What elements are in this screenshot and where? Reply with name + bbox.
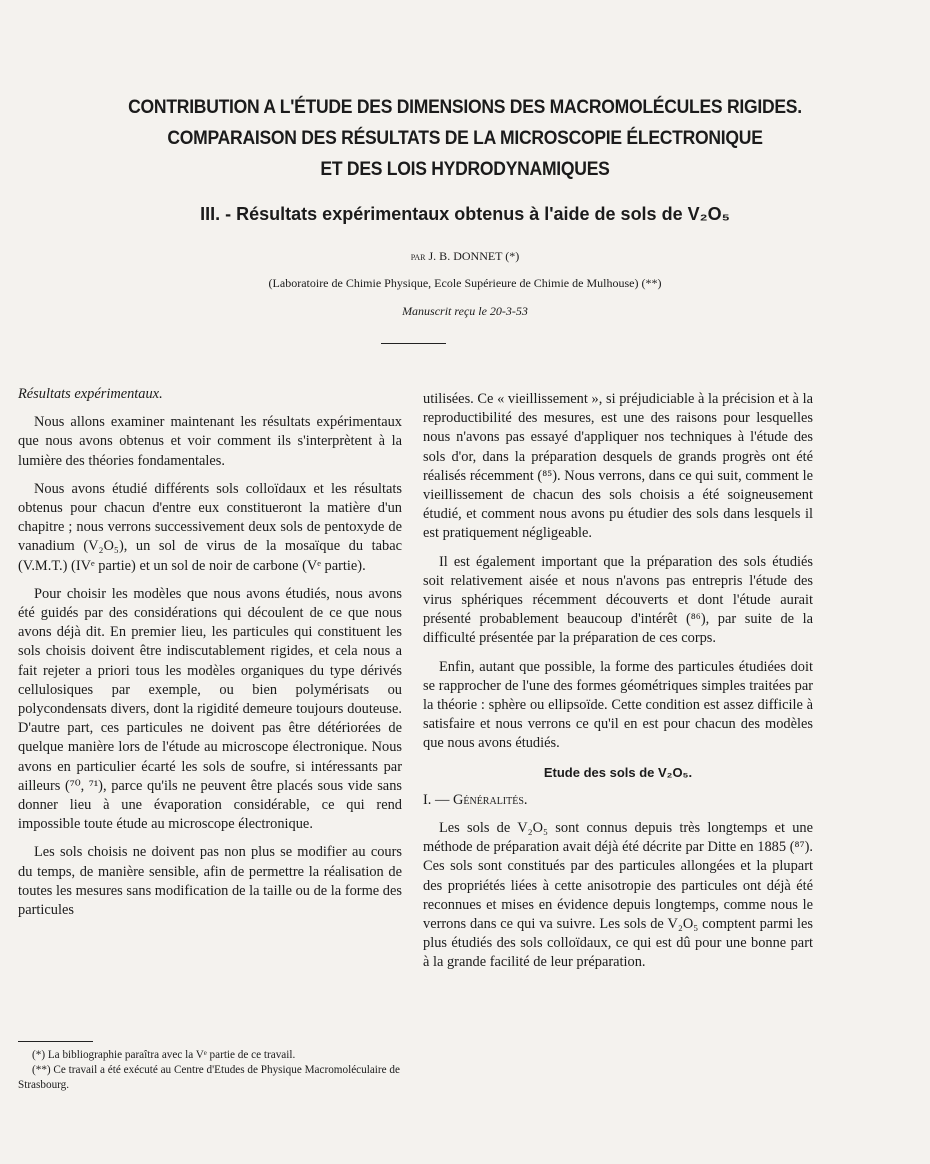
author-byline: par J. B. DONNET (*) [410,249,520,263]
manuscript-date: Manuscrit reçu le 20-3-53 [402,304,528,318]
article-title [47,92,884,185]
title-divider [381,343,446,344]
left-paragraph-3: Pour choisir les modèles que nous avons étudiés, nous avons été guidés par des considérations qui découlent de ce que nous avons déjà dit. En premier lieu, les particules qui constituent les sols choisis doivent être indiscutablement rigides, et cela nous a fait rejeter a priori tous les modèles organiques du type dérivés cellulosiques par exemple, ou bien polymérisats ou polycondensats divers, dont la rigidité demeure toujours douteuse. D'autre part, ces particules ne doivent pas être détériorées de quelque manière lors de l'étude au microscope électronique. Nous avons en particulier écarté les sols de soufre, si intéressants par ailleurs (⁷⁰, ⁷¹), parce qu'ils ne peuvent être placés sous vide sans donner lieu à une évaporation considérable, ce qui rend impossible toute étude au microscope électronique. [18,585,402,833]
left-column [18,385,402,929]
section-title-results: Résultats expérimentaux. [18,386,163,402]
left-paragraph-1: Nous allons examiner maintenant les résultats expérimentaux que nous avons obtenus et voir comment ils s'interprètent à la lumière des théories fondamentales. [18,414,402,469]
footnotes [18,1048,408,1093]
right-paragraph-4: Les sols de V₂O₅ sont connus depuis très longtemps et une méthode de préparation avait déjà été décrite par Ditte en 1885 (⁸⁷). Ces sols sont constitués par des particules allongées et la plupart des propriétés liées à cette anisotropie des particules ont déjà été reconnues et mises en évidence depuis longtemps, comme nous le verrons dans ce qui va suivre. Les sols de V₂O₅ comptent parmi les plus étudiés des sols colloïdaux, ce qui est dû pour une bonne part à la grande facilité de leur préparation. [423,820,813,971]
article-subtitle: III. - Résultats expérimentaux obtenus à l'aide de sols de V₂O₅ [200,204,730,224]
footnote-2: (**) Ce travail a été exécuté au Centre d'Etudes de Physique Macromoléculaire de Strasbourg. [18,1064,400,1091]
right-paragraph-1: utilisées. Ce « vieillissement », si préjudiciable à la précision et à la reproductibilité des mesures, est une des raisons pour lesquelles nous n'avons pas essayé d'appliquer nos techniques à l'étude des sols d'or, dans la préparation desquels de grands progrès ont été réalisés récemment (⁸⁵). Nous verrons, dans ce qui suit, comment le vieillissement de chacun des sols choisis a été soigneusement étudié, et comment nous avons pu étudier des sols dans lesquels il est pratiquement négligeable. [423,391,813,542]
title-line-1: CONTRIBUTION A L'ÉTUDE DES DIMENSIONS DES MACROMOLÉCULES RIGIDES. [128,96,802,118]
title-line-3: ET DES LOIS HYDRODYNAMIQUES [320,158,610,180]
title-line-2: COMPARAISON DES RÉSULTATS DE LA MICROSCOPIE ÉLECTRONIQUE [167,127,763,149]
footnote-1: (*) La bibliographie paraîtra avec la Vᵉ partie de ce travail. [32,1049,296,1061]
right-paragraph-3: Enfin, autant que possible, la forme des particules étudiées doit se rapprocher de l'une des formes géométriques simples traitées par la théorie : sphère ou ellipsoïde. Cette condition est assez difficile à satisfaire et nous verrons ce qu'il en est pour chacun des modèles que nous avons étudiés. [423,658,813,752]
left-paragraph-2: Nous avons étudié différents sols colloïdaux et les résultats obtenus pour chacun d'entre eux constitueront la matière d'un chapitre ; nous verrons successivement deux sols de pentoxyde de vanadium (V₂O₅), un sol de virus de la mosaïque du tabac (V.M.T.) (IVᵉ partie) et un sol de noir de carbone (Vᵉ partie). [18,480,402,574]
laboratory-affiliation: (Laboratoire de Chimie Physique, Ecole Supérieure de Chimie de Mulhouse) (**) [268,276,662,290]
section-heading-v2o5: Etude des sols de V₂O₅. [543,764,693,780]
left-paragraph-4: Les sols choisis ne doivent pas non plus se modifier au cours du temps, de manière sensible, afin de permettre la réalisation de toutes les mesures sans modification de la taille ou de la forme des particules [18,844,402,919]
subsection-heading-generalites: I. — Généralités. [423,791,528,808]
footnote-divider [18,1041,93,1042]
right-paragraph-2: Il est également important que la préparation des sols étudiés soit relativement aisée et nous n'avons pas entrepris l'étude des virus sphériques récemment découverts et dont l'étude aurait présenté probablement beaucoup d'intérêt (⁸⁶), par suite de la difficulté présentée par la préparation de ces corps. [423,553,813,647]
right-column [423,390,813,982]
